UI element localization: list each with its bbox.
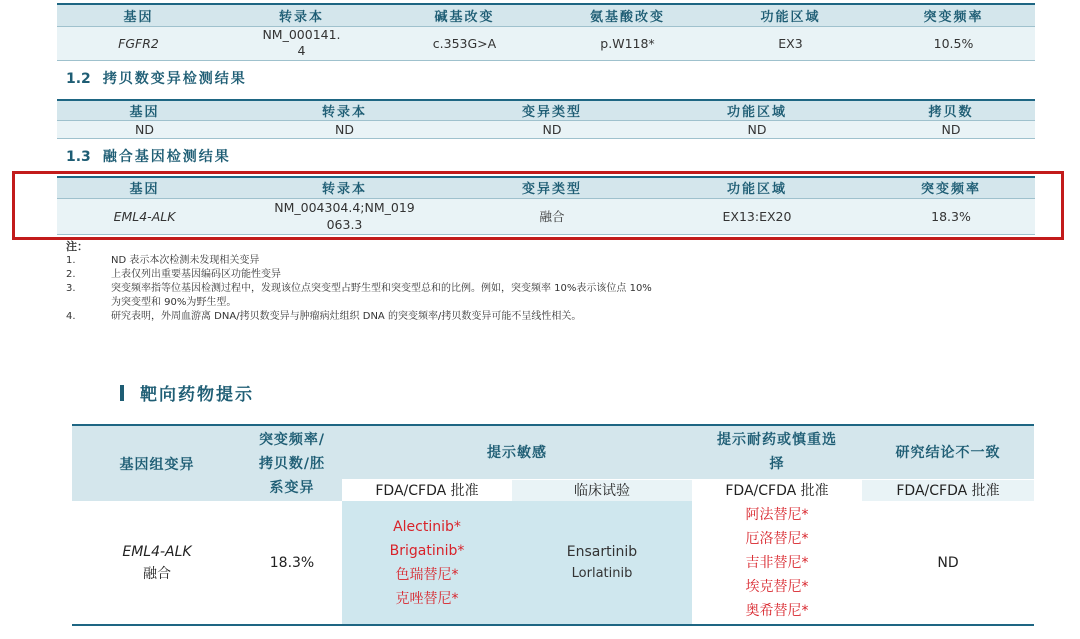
snv-base-change: c.353G>A bbox=[383, 26, 546, 60]
highlight-box bbox=[12, 171, 1064, 240]
cnv-header-region: 功能区域 bbox=[647, 100, 867, 121]
fusion-region: EX13:EX20 bbox=[647, 198, 867, 234]
snv-table bbox=[57, 3, 1035, 61]
drug-header-freq-line3: 系变异 bbox=[269, 479, 315, 496]
snv-gene: FGFR2 bbox=[57, 26, 220, 60]
note-number: 3. bbox=[66, 283, 76, 294]
cnv-header-transcript: 转录本 bbox=[232, 100, 457, 121]
cnv-header-copies: 拷贝数 bbox=[867, 100, 1035, 121]
snv-transcript-line2: 4 bbox=[297, 43, 306, 58]
drug-header-freq-line2: 拷贝数/胚 bbox=[258, 455, 326, 472]
snv-header-base: 碱基改变 bbox=[383, 4, 546, 26]
fusion-freq: 18.3% bbox=[867, 198, 1035, 234]
drug-item: 厄洛替尼* bbox=[745, 530, 809, 547]
fusion-transcript-line2: 063.3 bbox=[326, 217, 363, 232]
cnv-cell: ND bbox=[57, 121, 232, 139]
snv-aa-change: p.W118* bbox=[546, 26, 709, 60]
snv-transcript bbox=[220, 26, 383, 60]
drug-item: Lorlatinib bbox=[571, 565, 633, 581]
fusion-header-region: 功能区域 bbox=[647, 177, 867, 198]
drug-item: 克唑替尼* bbox=[395, 590, 459, 607]
cnv-cell: ND bbox=[867, 121, 1035, 139]
drug-sub-trial: 临床试验 bbox=[512, 479, 692, 501]
drug-row-gene bbox=[72, 501, 242, 625]
cnv-cell: ND bbox=[647, 121, 867, 139]
note-number: 4. bbox=[66, 311, 76, 322]
note-number: 2. bbox=[66, 269, 76, 280]
fusion-header-type: 变异类型 bbox=[457, 177, 647, 198]
drug-table bbox=[72, 424, 1034, 626]
cnv-table bbox=[57, 99, 1035, 139]
drug-item: Brigatinib* bbox=[389, 542, 465, 559]
drug-sub-fda-inconsistent: FDA/CFDA 批准 bbox=[862, 479, 1034, 501]
drug-header-resist-line1: 提示耐药或慎重选 bbox=[717, 432, 837, 449]
drug-gene-name: EML4-ALK bbox=[122, 543, 192, 560]
drug-item: 吉非替尼* bbox=[745, 554, 809, 571]
note-text: 突变频率指等位基因检测过程中，发现该位点突变型占野生型和突变型总和的比例。例如，突变频率 10%表示该位点 10% bbox=[111, 283, 652, 294]
notes-label: 注： bbox=[66, 240, 88, 253]
note-item bbox=[66, 282, 1046, 296]
note-text: 上表仅列出重要基因编码区功能性变异 bbox=[111, 269, 281, 280]
drug-section-title bbox=[120, 380, 254, 405]
drug-header-gene: 基因组变异 bbox=[72, 425, 242, 501]
snv-header-aa: 氨基酸改变 bbox=[546, 4, 709, 26]
drug-item: 奥希替尼* bbox=[745, 602, 809, 619]
section-bar-icon bbox=[120, 385, 124, 401]
fusion-header-gene: 基因 bbox=[57, 177, 232, 198]
drug-sensitive-trial-list bbox=[512, 501, 692, 625]
snv-header-gene: 基因 bbox=[57, 4, 220, 26]
drug-resist-fda-list bbox=[692, 501, 862, 625]
notes bbox=[66, 240, 1046, 324]
cnv-section-text: 拷贝数变异检测结果 bbox=[102, 71, 247, 87]
cnv-section-num: 1.2 bbox=[66, 71, 91, 87]
note-number: 1. bbox=[66, 255, 76, 266]
fusion-gene: EML4-ALK bbox=[57, 198, 232, 234]
fusion-section-num: 1.3 bbox=[66, 149, 91, 165]
fusion-type: 融合 bbox=[457, 198, 647, 234]
drug-header-inconsistent: 研究结论不一致 bbox=[862, 425, 1034, 479]
drug-header-resist bbox=[692, 425, 862, 479]
drug-inconsistent: ND bbox=[937, 554, 959, 571]
note-text: 研究表明，外周血游离 DNA/拷贝数变异与肿瘤病灶组织 DNA 的突变频率/拷贝数变异可能不呈线性相关。 bbox=[111, 311, 582, 322]
drug-section-text: 靶向药物提示 bbox=[140, 385, 254, 405]
snv-transcript-line1: NM_000141. bbox=[262, 27, 341, 42]
fusion-section-text: 融合基因检测结果 bbox=[102, 149, 231, 165]
drug-sub-fda-resist: FDA/CFDA 批准 bbox=[692, 479, 862, 501]
fusion-transcript-line1: NM_004304.4;NM_019 bbox=[274, 200, 415, 215]
cnv-cell: ND bbox=[457, 121, 647, 139]
drug-header-freq-line1: 突变频率/ bbox=[258, 431, 326, 448]
drug-item: Alectinib* bbox=[393, 518, 461, 535]
drug-row-freq: 18.3% bbox=[269, 554, 315, 571]
snv-region: EX3 bbox=[709, 26, 872, 60]
cnv-header-type: 变异类型 bbox=[457, 100, 647, 121]
note-text: ND 表示本次检测未发现相关变异 bbox=[111, 255, 260, 266]
cnv-section-title bbox=[66, 68, 247, 88]
snv-header-transcript: 转录本 bbox=[220, 4, 383, 26]
note-item bbox=[66, 310, 1046, 324]
drug-header-resist-line2: 择 bbox=[769, 456, 785, 473]
snv-freq: 10.5% bbox=[872, 26, 1035, 60]
note-item bbox=[66, 268, 1046, 282]
cnv-cell: ND bbox=[232, 121, 457, 139]
snv-header-freq: 突变频率 bbox=[872, 4, 1035, 26]
drug-item: 色瑞替尼* bbox=[395, 566, 459, 583]
fusion-section-title bbox=[66, 146, 231, 166]
drug-header-freq bbox=[242, 425, 342, 501]
drug-item: Ensartinib bbox=[566, 543, 638, 560]
note-continuation: 为突变型和 90%为野生型。 bbox=[111, 297, 237, 308]
drug-gene-type: 融合 bbox=[143, 565, 171, 582]
fusion-header-freq: 突变频率 bbox=[867, 177, 1035, 198]
drug-item: 阿法替尼* bbox=[745, 506, 809, 523]
snv-header-region: 功能区域 bbox=[709, 4, 872, 26]
drug-sub-fda-sensitive: FDA/CFDA 批准 bbox=[342, 479, 512, 501]
drug-header-sensitive: 提示敏感 bbox=[342, 425, 692, 479]
drug-item: 埃克替尼* bbox=[745, 578, 809, 595]
note-item bbox=[66, 254, 1046, 268]
cnv-header-gene: 基因 bbox=[57, 100, 232, 121]
drug-sensitive-fda-list bbox=[342, 501, 512, 625]
fusion-header-transcript: 转录本 bbox=[232, 177, 457, 198]
